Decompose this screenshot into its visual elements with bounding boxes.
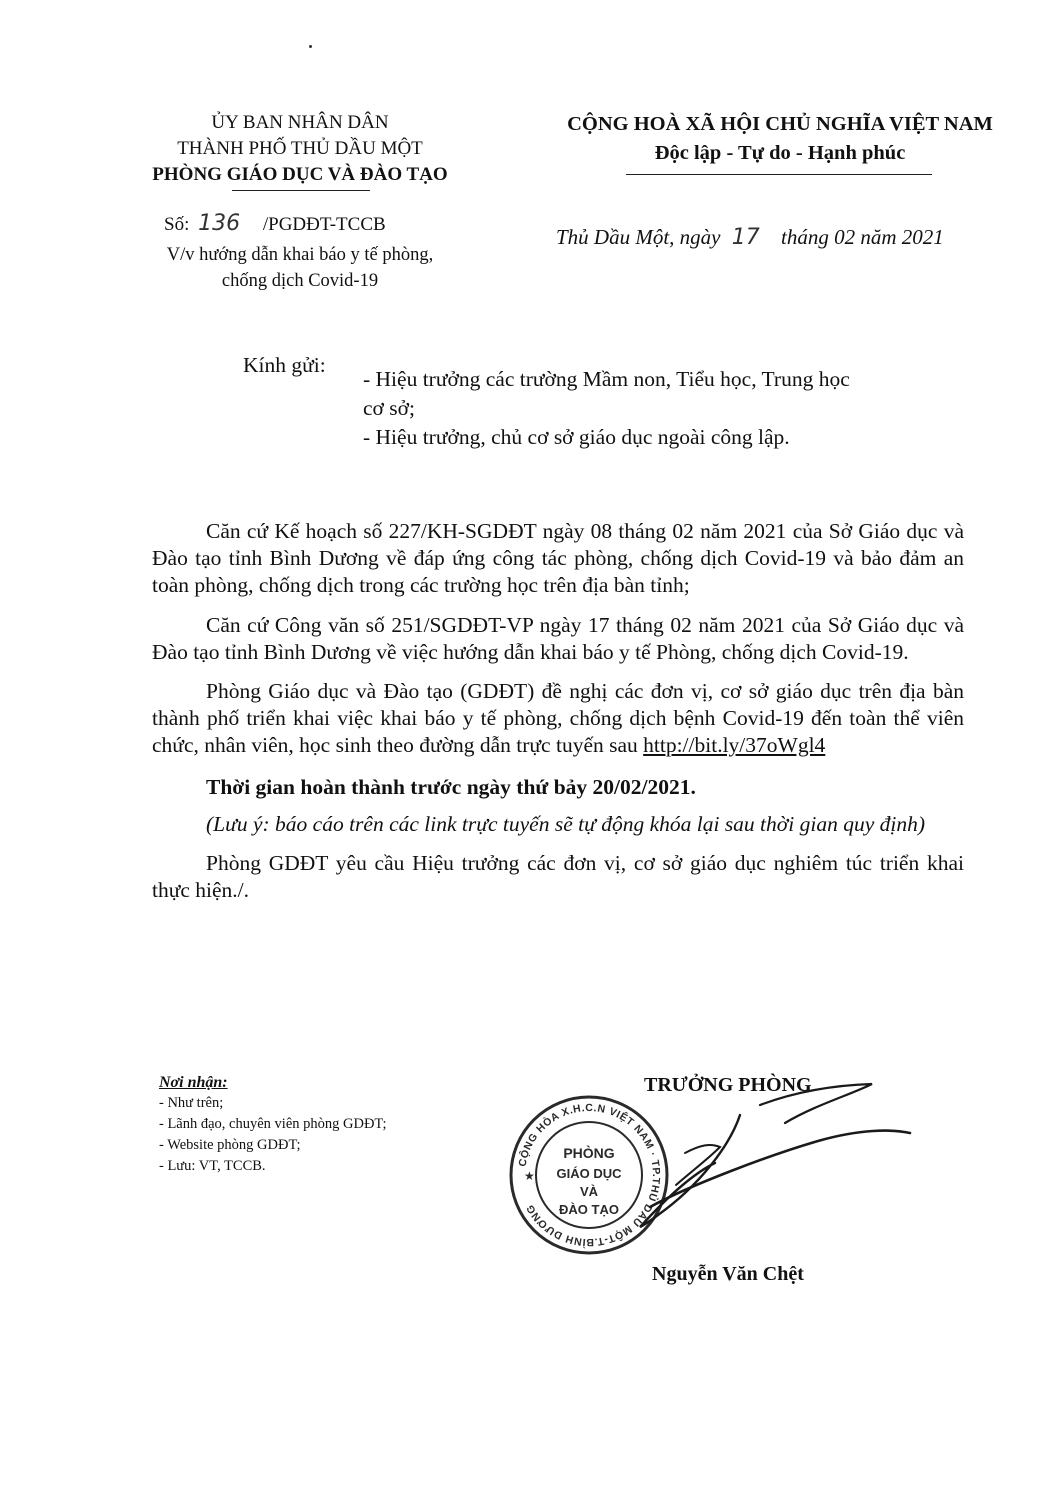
stamp-center-4: ĐÀO TẠO [559, 1202, 619, 1217]
receivers-title: Nơi nhận: [159, 1074, 228, 1091]
doc-number [164, 212, 386, 237]
body-paragraph-2: Căn cứ Công văn số 251/SGDĐT-VP ngày 17 tháng 02 năm 2021 của Sở Giáo dục và Đào tạo tỉnh Bình Dương về việc hướng dẫn khai báo y tế Phòng, chống dịch Covid-19. [152, 613, 964, 664]
date-handwritten-day: 17 [731, 225, 760, 250]
subject [100, 242, 500, 294]
date-after: tháng 02 năm 2021 [781, 225, 944, 249]
header-left-rule [232, 190, 370, 191]
recipient-1: - Hiệu trưởng các trường Mầm non, Tiểu học, Trung học [363, 367, 850, 391]
handwritten-signature [580, 1075, 920, 1255]
subject-line-1: V/v hướng dẫn khai báo y tế phòng, [166, 245, 434, 265]
date-line [556, 223, 944, 252]
receiver-item: - Như trên; [159, 1095, 224, 1111]
stamp-center-1: PHÒNG [563, 1145, 615, 1161]
scan-speck [309, 45, 312, 48]
stamp-star: ★ [524, 1169, 535, 1183]
header-right [505, 110, 1055, 168]
issuer-line-3: PHÒNG GIÁO DỤC VÀ ĐÀO TẠO [152, 164, 448, 185]
header-left [100, 110, 500, 188]
date-before: Thủ Dầu Một, ngày [556, 225, 721, 249]
receiver-item: - Lưu: VT, TCCB. [159, 1158, 266, 1174]
closing-paragraph: Phòng GDĐT yêu cầu Hiệu trưởng các đơn vị, cơ sở giáo dục nghiêm túc triển khai thực hiện./. [152, 851, 964, 902]
national-motto: Độc lập - Tự do - Hạnh phúc [654, 142, 906, 164]
signer-position: TRƯỞNG PHÒNG [644, 1074, 812, 1096]
body-paragraph-1: Căn cứ Kế hoạch số 227/KH-SGDĐT ngày 08 tháng 02 năm 2021 của Sở Giáo dục và Đào tạo tỉnh Bình Dương về đáp ứng công tác phòng, chống dịch Covid-19 và bảo đảm an toàn phòng, chống dịch trong các trường học trên địa bàn tỉnh; [152, 519, 964, 597]
body-paragraph-3 [152, 678, 964, 759]
subject-line-2: chống dịch Covid-19 [221, 271, 379, 291]
letter-body [152, 518, 964, 904]
doc-number-handwritten: 136 [198, 211, 241, 236]
stamp-center-3: VÀ [579, 1184, 599, 1199]
doc-number-prefix: Số: [164, 214, 190, 235]
signature-stroke-3 [650, 1131, 910, 1207]
receiver-item: - Lãnh đạo, chuyên viên phòng GDĐT; [159, 1116, 387, 1132]
declaration-link[interactable]: http://bit.ly/37oWgl4 [643, 733, 826, 757]
stamp-center-2: GIÁO DỤC [556, 1166, 622, 1181]
issuer-line-1: ỦY BAN NHÂN DÂN [211, 112, 389, 133]
recipient-1-cont: cơ sở; [363, 396, 415, 420]
recipients-label: Kính gửi: [243, 353, 326, 377]
header-right-rule [626, 174, 932, 175]
signature-stroke-1 [760, 1084, 872, 1123]
note-paragraph: (Lưu ý: báo cáo trên các link trực tuyến sẽ tự động khóa lại sau thời gian quy định) [206, 812, 926, 836]
signature-stroke-2 [640, 1115, 740, 1227]
receiver-item: - Website phòng GDĐT; [159, 1137, 301, 1153]
recipients-list [363, 365, 983, 452]
signer-name: Nguyễn Văn Chệt [652, 1263, 804, 1285]
national-title: CỘNG HOÀ XÃ HỘI CHỦ NGHĨA VIỆT NAM [567, 113, 993, 135]
deadline-paragraph: Thời gian hoàn thành trước ngày thứ bảy 20/02/2021. [206, 775, 696, 799]
body-paragraph-3-text: Phòng Giáo dục và Đào tạo (GDĐT) đề nghị các đơn vị, cơ sở giáo dục trên địa bàn thành phố triển khai việc khai báo y tế phòng, chống dịch bệnh Covid-19 đến toàn thể viên chức, nhân viên, học sinh theo đường dẫn trực tuyến sau [152, 679, 964, 757]
recipient-2: - Hiệu trưởng, chủ cơ sở giáo dục ngoài công lập. [363, 425, 790, 449]
stamp-ring-textpath: CỘNG HÒA X.H.C.N VIỆT NAM · TP.THỦ DẦU MỘT-T.BÌNH DƯƠNG [516, 1101, 663, 1249]
doc-number-suffix: /PGDĐT-TCCB [262, 214, 386, 235]
receivers [159, 1072, 499, 1177]
issuer-line-2: THÀNH PHỐ THỦ DẦU MỘT [177, 138, 423, 159]
